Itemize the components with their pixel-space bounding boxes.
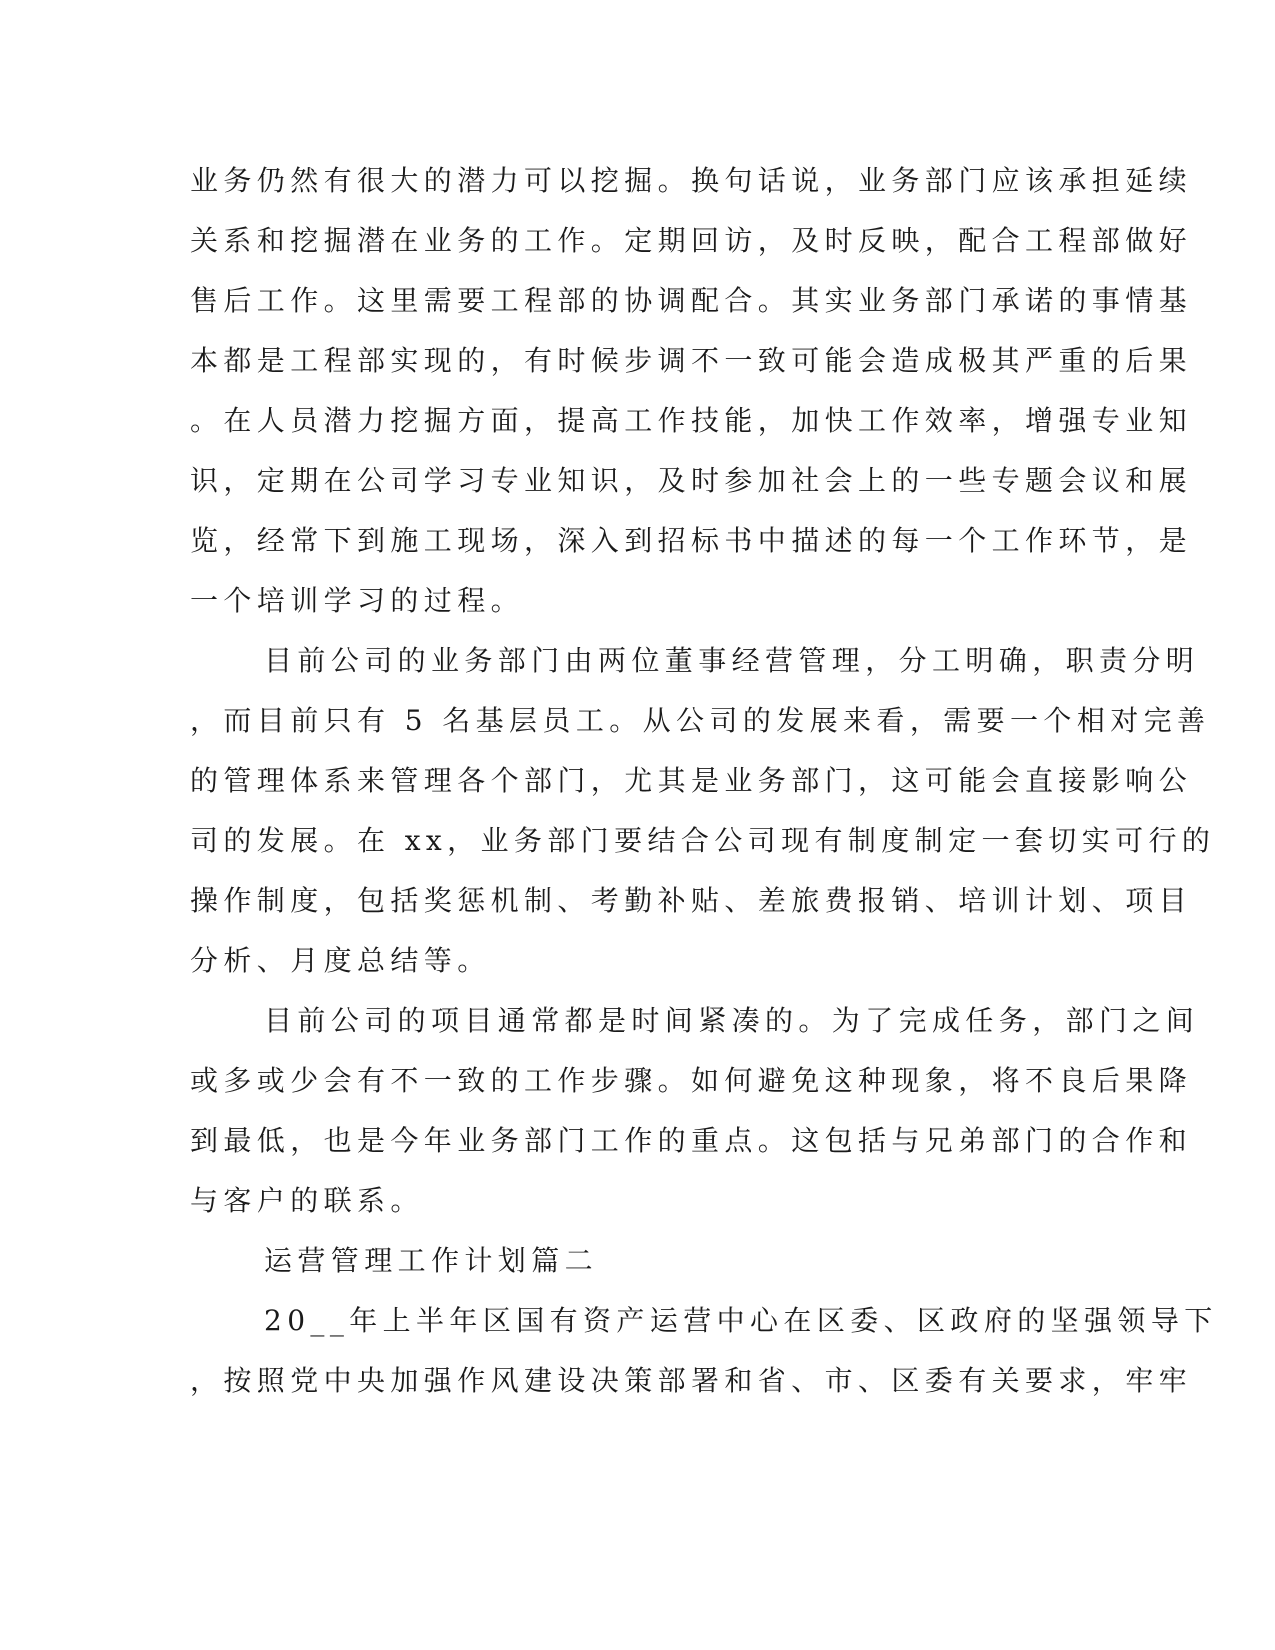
text-line: 分析、月度总结等。 [190, 944, 491, 977]
text-line: 。在人员潜力挖掘方面，提高工作技能，加快工作效率，增强专业知 [190, 404, 1193, 437]
text-line: 与客户的联系。 [190, 1184, 424, 1217]
text-line: 到最低，也是今年业务部门工作的重点。这包括与兄弟部门的合作和 [190, 1124, 1193, 1157]
paragraph-start-line: 目前公司的业务部门由两位董事经营管理，分工明确，职责分明 [264, 644, 1200, 677]
text-line: 关系和挖掘潜在业务的工作。定期回访，及时反映，配合工程部做好 [190, 224, 1193, 257]
text-line: 的管理体系来管理各个部门，尤其是业务部门，这可能会直接影响公 [190, 764, 1193, 797]
paragraph-start-line: 目前公司的项目通常都是时间紧凑的。为了完成任务，部门之间 [264, 1004, 1200, 1037]
text-line: 本都是工程部实现的，有时候步调不一致可能会造成极其严重的后果 [190, 344, 1193, 377]
text-line: ，按照党中央加强作风建设决策部署和省、市、区委有关要求，牢牢 [190, 1364, 1193, 1397]
text-line: ，而目前只有 5 名基层员工。从公司的发展来看，需要一个相对完善 [190, 704, 1211, 737]
text-line: 一个培训学习的过程。 [190, 584, 525, 617]
section-heading: 运营管理工作计划篇二 [264, 1244, 599, 1277]
text-line: 售后工作。这里需要工程部的协调配合。其实业务部门承诺的事情基 [190, 284, 1193, 317]
text-line: 操作制度，包括奖惩机制、考勤补贴、差旅费报销、培训计划、项目 [190, 884, 1193, 917]
text-line: 识，定期在公司学习专业知识，及时参加社会上的一些专题会议和展 [190, 464, 1193, 497]
paragraph-start-line: 20__年上半年区国有资产运营中心在区委、区政府的坚强领导下 [264, 1304, 1218, 1337]
text-line: 或多或少会有不一致的工作步骤。如何避免这种现象，将不良后果降 [190, 1064, 1193, 1097]
text-line: 司的发展。在 xx，业务部门要结合公司现有制度制定一套切实可行的 [190, 824, 1216, 857]
text-line: 览，经常下到施工现场，深入到招标书中描述的每一个工作环节，是 [190, 524, 1193, 557]
text-line: 业务仍然有很大的潜力可以挖掘。换句话说，业务部门应该承担延续 [190, 164, 1193, 197]
